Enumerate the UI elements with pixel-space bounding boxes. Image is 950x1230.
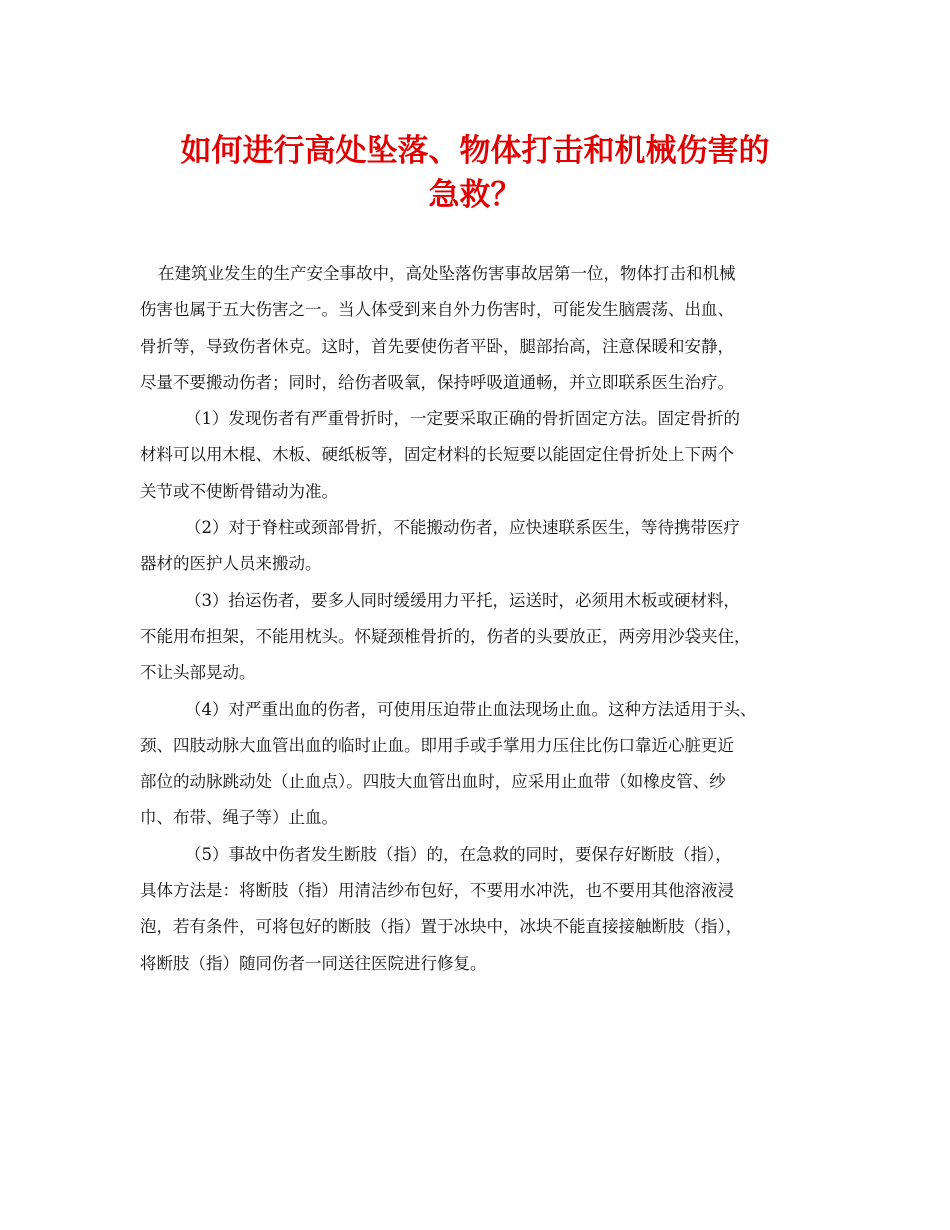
text-line: 器材的医护人员来搬动。 <box>140 554 322 574</box>
paragraph-item-4 <box>140 692 820 837</box>
document-title-line-1: 如何进行高处坠落、物体打击和机械伤害的 <box>180 133 770 169</box>
text-line: （2）对于脊柱或颈部骨折，不能搬动伤者，应快速联系医生，等待携带医疗 <box>185 518 740 538</box>
document-body <box>140 256 820 982</box>
text-line: 将断肢（指）随同伤者一同送往医院进行修复。 <box>140 953 487 973</box>
text-line: 材料可以用木棍、木板、硬纸板等，固定材料的长短要以能固定住骨折处上下两个 <box>140 445 734 465</box>
paragraph-item-5 <box>140 837 820 982</box>
text-line: （1）发现伤者有严重骨折时，一定要采取正确的骨折固定方法。固定骨折的 <box>185 409 740 429</box>
text-line: 不能用布担架，不能用枕头。怀疑颈椎骨折的，伤者的头要放正，两旁用沙袋夹住， <box>140 626 751 646</box>
text-line: 具体方法是：将断肢（指）用清洁纱布包好，不要用水冲洗，也不要用其他溶液浸 <box>140 881 734 901</box>
paragraph-item-3 <box>140 583 820 692</box>
text-line: 尽量不要搬动伤者；同时，给伤者吸氧，保持呼吸道通畅，并立即联系医生治疗。 <box>140 372 734 392</box>
text-line: 骨折等，导致伤者休克。这时，首先要使伤者平卧，腿部抬高，注意保暖和安静， <box>140 336 734 356</box>
text-line: （5）事故中伤者发生断肢（指）的，在急救的同时，要保存好断肢（指）， <box>185 844 732 864</box>
paragraph-item-1 <box>140 401 820 510</box>
text-line: 巾、布带、绳子等）止血。 <box>140 808 338 828</box>
text-line: 泡，若有条件，可将包好的断肢（指）置于冰块中，冰块不能直接接触断肢（指）， <box>140 917 743 937</box>
text-line: 部位的动脉跳动处（止血点）。四肢大血管出血时，应采用止血带（如橡皮管、纱 <box>140 772 726 792</box>
text-line: 在建筑业发生的生产安全事故中，高处坠落伤害事故居第一位，物体打击和机械 <box>158 264 736 283</box>
paragraph-item-2 <box>140 510 820 583</box>
text-line: 关节或不使断骨错动为准。 <box>140 481 338 501</box>
document-title-line-2: 急救？ <box>428 177 522 213</box>
paragraph-intro <box>140 256 820 401</box>
text-line: （3）抬运伤者，要多人同时缓缓用力平托，运送时，必须用木板或硬材料， <box>185 590 740 610</box>
text-line: 颈、四肢动脉大血管出血的临时止血。即用手或手掌用力压住比伤口靠近心脏更近 <box>140 735 734 755</box>
text-line: 伤害也属于五大伤害之一。当人体受到来自外力伤害时，可能发生脑震荡、出血、 <box>140 300 734 320</box>
text-line: 不让头部晃动。 <box>140 663 256 683</box>
text-line: （4）对严重出血的伤者，可使用压迫带止血法现场止血。这种方法适用于头、 <box>185 699 757 719</box>
